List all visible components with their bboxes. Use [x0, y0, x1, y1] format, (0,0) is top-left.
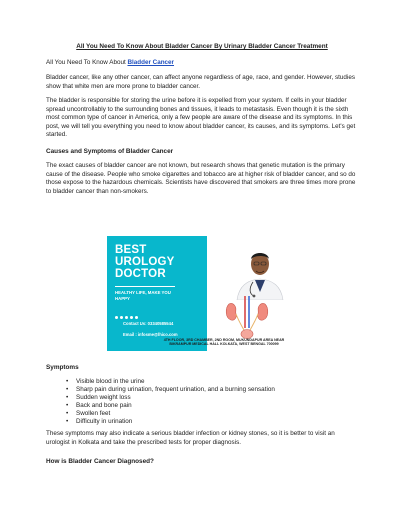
bladder-cancer-link[interactable]: Bladder Cancer: [127, 59, 175, 66]
banner-phone: Contact Us: 03340585544: [123, 321, 174, 326]
list-item: • Sudden weight loss: [68, 394, 275, 402]
urology-doctor-banner: [107, 236, 292, 351]
banner-title-line: UROLOGY: [115, 256, 175, 268]
heading-symptoms: Symptoms: [46, 364, 79, 371]
list-item: • Swollen feet: [68, 410, 275, 418]
paragraph-causes: The exact causes of bladder cancer are not known, but research shows that genetic mutation is the primary cause of the disease. People who smoke cigarettes and tobacco are at higher risk of bladder cancer, and so do those expose to the hazardous chemicals. Scientists have discovered that smokers are three times more prone to bladder cancer than non-smokers.: [46, 162, 356, 195]
symptoms-list: [68, 378, 275, 426]
list-item: • Back and bone pain: [68, 402, 275, 410]
document-title: All You Need To Know About Bladder Cancer By Urinary Bladder Cancer Treatment: [76, 43, 328, 50]
doctor-photo: [235, 242, 285, 300]
paragraph-followup: These symptoms may also indicate a serious bladder infection or kidney stones, so it is better to visit an urologist in Kolkata and take the prescribed tests for proper diagnosis.: [46, 430, 335, 446]
banner-email: Email : infosme@lhico.com: [123, 332, 178, 337]
kidney-illustration: [225, 294, 269, 340]
paragraph-bladder: The bladder is responsible for storing the urine before it is expelled from your system. If cells in your bladder spread uncontrollably to the surrounding bones and tissues, it leads to metastasis. Even though it is the sixth most common type of cancer in America, only a few people are aware of the disease and its symptoms. In this post, we will tell you everything you need to know about bladder cancer, its causes, and its symptoms. Let's get started.: [46, 97, 356, 139]
banner-title: [115, 244, 175, 280]
banner-title-line: DOCTOR: [115, 268, 166, 280]
list-item: • Difficulty in urination: [68, 418, 275, 426]
banner-address: 4TH FLOOR, 3RD CHAMBER, 2ND ROOM, MUKUNDAPUR AREA NEAR BIKRAMPUR MEDICAL HALL KOLKATA, WEST BENGAL 700099: [163, 338, 285, 347]
intro-prefix: All You Need To Know About: [46, 59, 128, 66]
banner-title-line: BEST: [115, 244, 147, 256]
paragraph-intro: Bladder cancer, like any other cancer, can affect anyone regardless of age, race, and gender. However, studies show that white men are more prone to bladder cancer.: [46, 74, 355, 90]
intro-line: [46, 59, 358, 68]
heading-causes: Causes and Symptoms of Bladder Cancer: [46, 148, 174, 155]
banner-tagline: HEALTHY LIFE, MAKE YOU HAPPY: [115, 290, 171, 301]
banner-divider: [115, 286, 175, 287]
heading-diagnosed: How is Bladder Cancer Diagnosed?: [46, 458, 154, 465]
list-item: • Visible blood in the urine: [68, 378, 275, 386]
list-item: • Sharp pain during urination, frequent urination, and a burning sensation: [68, 386, 275, 394]
banner-contact: [123, 318, 178, 340]
